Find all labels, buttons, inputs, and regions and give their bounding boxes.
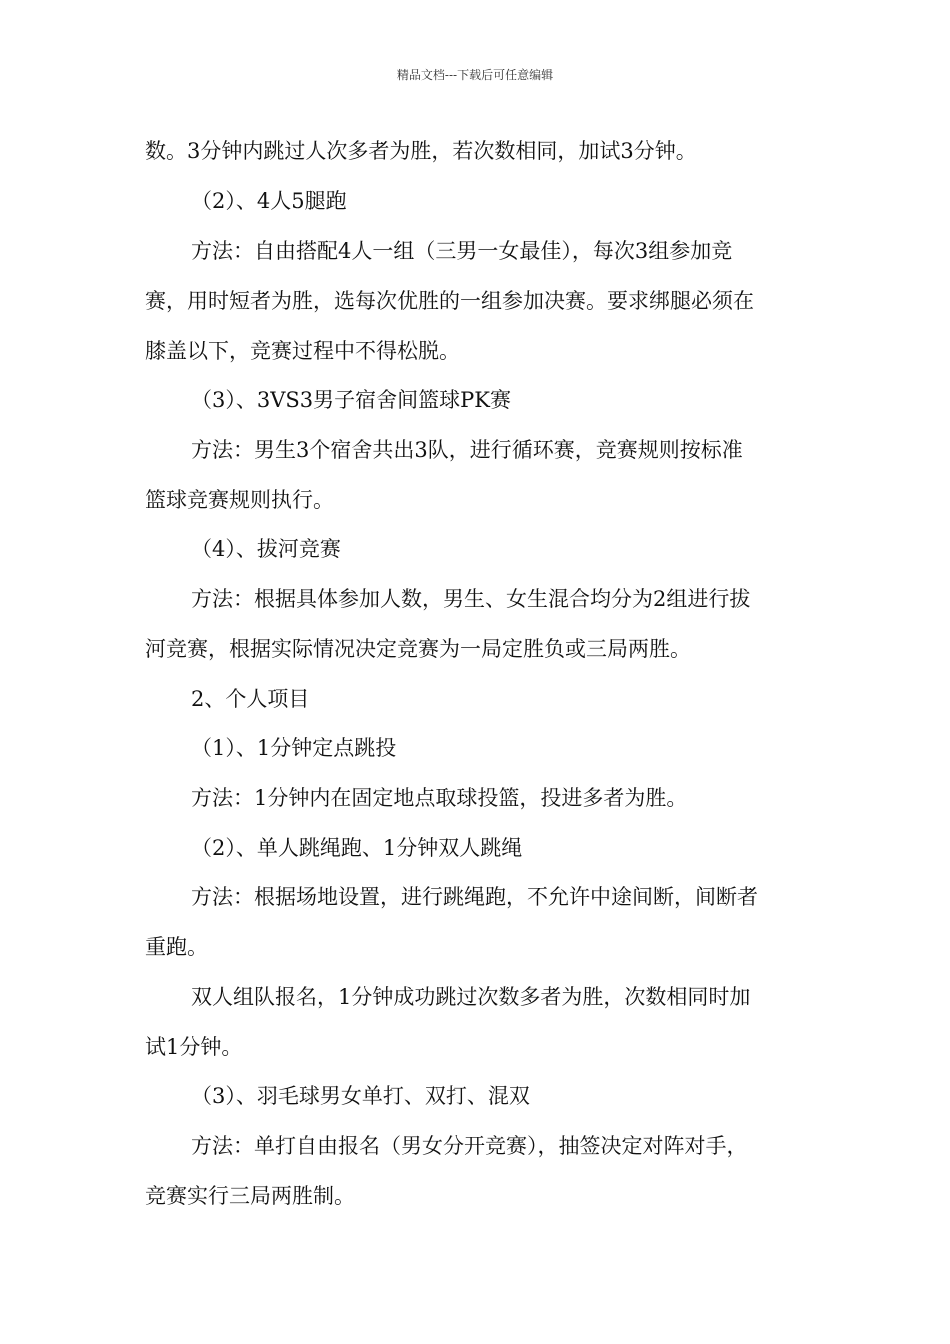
section-heading: （1）、1分钟定点跳投: [191, 736, 397, 760]
paragraph-line: 试1分钟。: [145, 1035, 243, 1059]
section-heading: （3）、羽毛球男女单打、双打、混双: [191, 1084, 530, 1108]
section-heading: （4）、拔河竞赛: [191, 537, 341, 561]
page-header: 精品文档---下载后可任意编辑: [396, 68, 554, 82]
paragraph-line: 河竞赛，根据实际情况决定竞赛为一局定胜负或三局两胜。: [145, 637, 691, 661]
paragraph-line: 方法：根据具体参加人数，男生、女生混合均分为2组进行拔: [191, 587, 751, 611]
paragraph-line: 赛，用时短者为胜，选每次优胜的一组参加决赛。要求绑腿必须在: [145, 289, 754, 313]
section-heading: 2、个人项目: [191, 687, 310, 711]
paragraph-line: 方法：单打自由报名（男女分开竞赛），抽签决定对阵对手，: [191, 1134, 748, 1158]
paragraph-line: 篮球竞赛规则执行。: [145, 488, 334, 512]
paragraph-line: 方法：1分钟内在固定地点取球投篮，投进多者为胜。: [191, 786, 688, 810]
paragraph-line: 膝盖以下，竞赛过程中不得松脱。: [145, 339, 460, 363]
paragraph-line: 方法：男生3个宿舍共出3队，进行循环赛，竞赛规则按标准: [191, 438, 743, 462]
section-heading: （2）、单人跳绳跑、1分钟双人跳绳: [191, 836, 523, 860]
paragraph-line: 重跑。: [145, 935, 208, 959]
section-heading: （3）、3VS3男子宿舍间篮球PK赛: [191, 388, 511, 412]
paragraph-line: 数。3分钟内跳过人次多者为胜，若次数相同，加试3分钟。: [145, 139, 697, 163]
section-heading: （2）、4人5腿跑: [191, 189, 347, 213]
paragraph-line: 方法：根据场地设置，进行跳绳跑，不允许中途间断，间断者: [191, 885, 758, 909]
paragraph-line: 竞赛实行三局两胜制。: [145, 1184, 355, 1208]
paragraph-line: 双人组队报名，1分钟成功跳过次数多者为胜，次数相同时加: [191, 985, 751, 1009]
paragraph-line: 方法：自由搭配4人一组（三男一女最佳），每次3组参加竞: [191, 239, 733, 263]
